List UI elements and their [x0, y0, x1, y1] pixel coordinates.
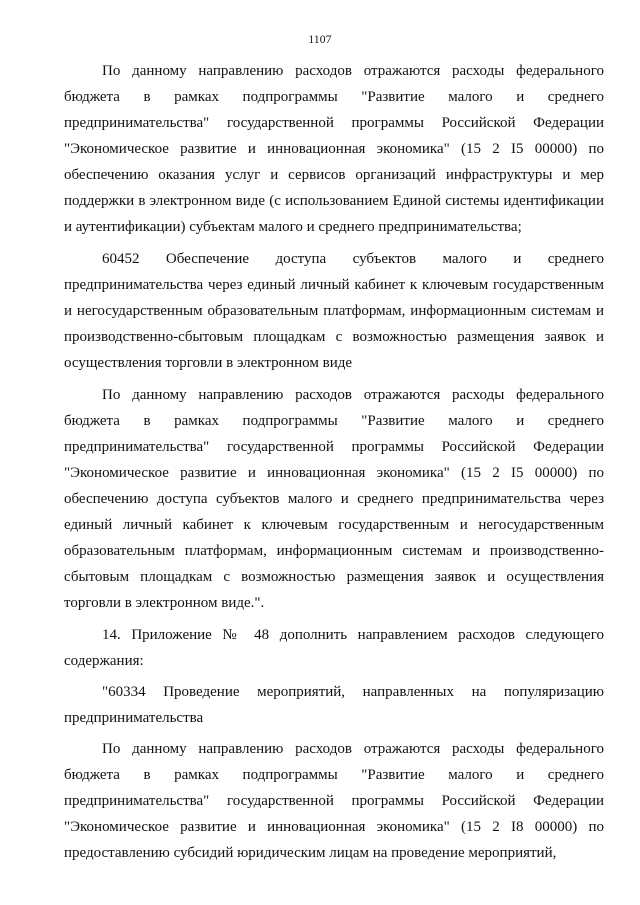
- paragraph-amendment-14: 14. Приложение № 48 дополнить направлением расходов следующего содержания:: [64, 627, 604, 669]
- paragraph-expense-code-60452: 60452 Обеспечение доступа субъектов малого и среднего предпринимательства через единый личный кабинет к ключевым государственным и негосударственным образовательным платформам, информационным системам и производственно-сбытовым площадкам с возможностью размещения заявок и осуществления торговли в электронном виде: [64, 251, 604, 371]
- document-body: [64, 58, 604, 866]
- paragraph-expense-description-2: По данному направлению расходов отражаются расходы федерального бюджета в рамках подпрограммы "Развитие малого и среднего предпринимательства" государственной программы Российской Федерации "Экономическое развитие и инновационная экономика" (15 2 I5 00000) по обеспечению доступа субъектов малого и среднего предпринимательства через единый личный кабинет к ключевым государственным и негосударственным образовательным платформам, информационным системам и производственно-сбытовым площадкам с возможностью размещения заявок и осуществления торговли в электронном виде.".: [64, 387, 604, 611]
- paragraph-expense-description-1: По данному направлению расходов отражаются расходы федерального бюджета в рамках подпрограммы "Развитие малого и среднего предпринимательства" государственной программы Российской Федерации "Экономическое развитие и инновационная экономика" (15 2 I5 00000) по обеспечению оказания услуг и сервисов организаций инфраструктуры и мер поддержки в электронном виде (с использованием Единой системы идентификации и аутентификации) субъектам малого и среднего предпринимательства;: [64, 63, 604, 235]
- paragraph-expense-description-3: По данному направлению расходов отражаются расходы федерального бюджета в рамках подпрограммы "Развитие малого и среднего предпринимательства" государственной программы Российской Федерации "Экономическое развитие и инновационная экономика" (15 2 I8 00000) по предоставлению субсидий юридическим лицам на проведение мероприятий,: [64, 741, 604, 861]
- paragraph-expense-code-60334: "60334 Проведение мероприятий, направленных на популяризацию предпринимательства: [64, 684, 604, 726]
- page-number: 1107: [308, 34, 332, 46]
